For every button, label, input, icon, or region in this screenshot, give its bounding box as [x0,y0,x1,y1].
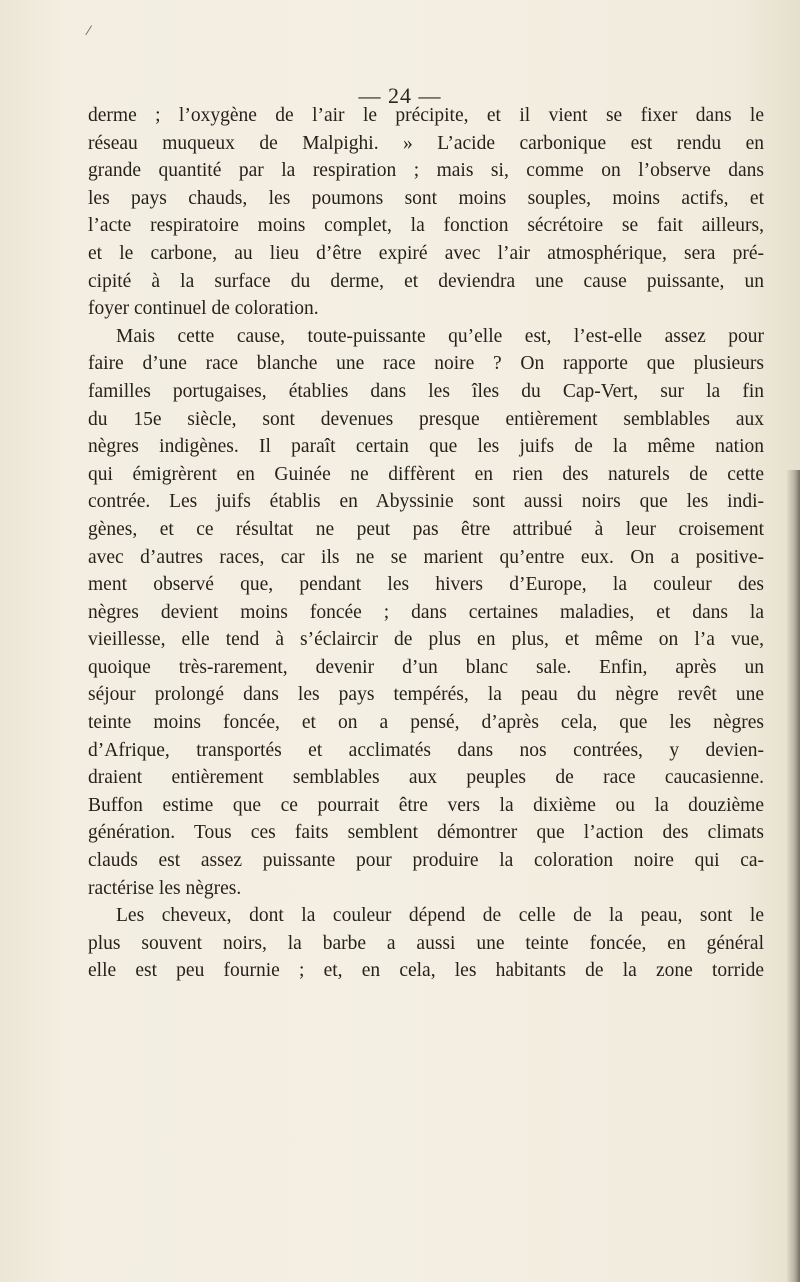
text-line: familles portugaises, établies dans les îles du Cap-Vert, sur la fin [88,380,764,402]
text-line: vieillesse, elle tend à s’éclaircir de plus en plus, et même on l’a vue, [88,629,764,651]
stray-mark: ⁄ [88,22,91,38]
body-text [88,102,764,985]
text-line: nègres indigènes. Il paraît certain que les juifs de la même nation [88,436,764,458]
text-line: et le carbone, au lieu d’être expiré avec l’air atmosphérique, sera pré- [88,242,764,264]
text-line: contrée. Les juifs établis en Abyssinie sont aussi noirs que les indi- [88,491,764,513]
text-line: grande quantité par la respiration ; mais si, comme on l’observe dans [88,160,764,182]
text-line: ment observé que, pendant les hivers d’Europe, la couleur des [88,574,764,596]
text-line: Les cheveux, dont la couleur dépend de celle de la peau, sont le [116,905,764,927]
text-line: draient entièrement semblables aux peuples de race caucasienne. [88,767,764,789]
text-line: réseau muqueux de Malpighi. » L’acide carbonique est rendu en [88,132,764,154]
text-line: avec d’autres races, car ils ne se marient qu’entre eux. On a positive- [88,546,764,568]
text-line: du 15e siècle, sont devenues presque entièrement semblables aux [88,408,764,430]
text-line: elle est peu fournie ; et, en cela, les habitants de la zone torride [88,960,764,982]
text-line: teinte moins foncée, et on a pensé, d’après cela, que les nègres [88,712,764,734]
text-line: plus souvent noirs, la barbe a aussi une teinte foncée, en général [88,932,764,954]
text-line: Mais cette cause, toute-puissante qu’elle est, l’est-elle assez pour [116,325,764,347]
page-edge-shadow [786,470,800,1282]
text-line: qui émigrèrent en Guinée ne diffèrent en rien des naturels de cette [88,463,764,485]
text-line: séjour prolongé dans les pays tempérés, la peau du nègre revêt une [88,684,764,706]
page-number: — 24 — [358,83,442,108]
text-line: l’acte respiratoire moins complet, la fonction sécrétoire se fait ailleurs, [88,215,764,237]
text-line: Buffon estime que ce pourrait être vers la dixième ou la douzième [88,794,764,816]
text-line: gènes, et ce résultat ne peut pas être attribué à leur croisement [88,518,764,540]
text-line: ractérise les nègres. [88,877,242,899]
text-line: foyer continuel de coloration. [88,298,319,320]
text-line: quoique très-rarement, devenir d’un blanc sale. Enfin, après un [88,656,764,678]
text-line: nègres devient moins foncée ; dans certaines maladies, et dans la [88,601,764,623]
text-line: cipité à la surface du derme, et deviendra une cause puissante, un [88,270,764,292]
text-line: les pays chauds, les poumons sont moins souples, moins actifs, et [88,187,764,209]
text-line: faire d’une race blanche une race noire ? On rapporte que plusieurs [88,353,764,375]
text-line: derme ; l’oxygène de l’air le précipite, et il vient se fixer dans le [88,105,764,126]
text-line: d’Afrique, transportés et acclimatés dans nos contrées, y devien- [88,739,764,761]
text-line: génération. Tous ces faits semblent démontrer que l’action des climats [88,822,764,844]
text-line: clauds est assez puissante pour produire la coloration noire qui ca- [88,850,764,872]
